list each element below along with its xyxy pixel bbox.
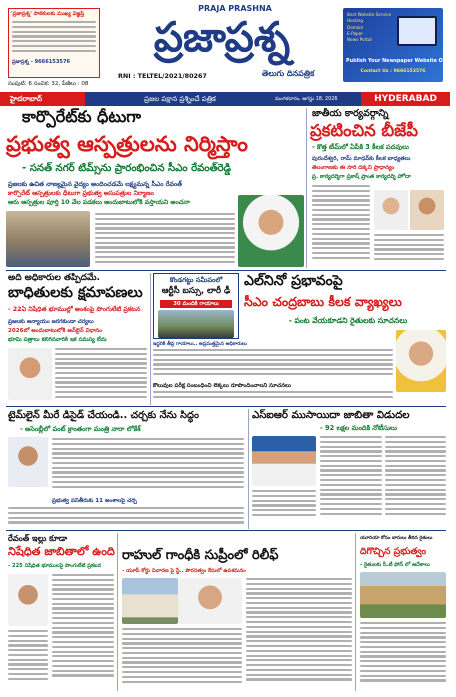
rahul-photo <box>178 578 242 624</box>
rni-number: RNI : TELTEL/2021/80267 <box>118 72 207 80</box>
revanth-body-2 <box>8 630 48 686</box>
lokesh-body <box>52 438 244 494</box>
revanth-kicker: రేవంత్ ఇల్లు కూడా <box>8 533 68 543</box>
column-divider <box>248 409 249 529</box>
bjp-headline: ప్రకటించిన బీజేపీ <box>310 121 418 140</box>
bjp-bullet: పురందేశ్వరి, రామ్ మాధవ్‌కు కీలక బాధ్యతలు <box>312 156 411 162</box>
victims-bullets <box>8 318 148 345</box>
lokesh-photo <box>8 437 48 487</box>
notice-phone: ప్రజాప్రశ్న - 9666153576 <box>12 59 71 65</box>
sir-headline: ఎస్ఐఆర్ ముసాయిదా జాబితా విడుదల <box>252 410 410 421</box>
victims-kicker: అది అధికారుల తప్పిదమే. <box>8 273 100 283</box>
ad-item: Hosting <box>347 18 364 24</box>
cbn-kicker: ఎల్‌నినో ప్రభావంపై <box>244 273 343 289</box>
bjp-body <box>312 185 370 267</box>
bjp-photo-leader <box>410 190 444 230</box>
web-ad-contact: Contact Us : 9666153576 <box>360 69 426 74</box>
column-divider <box>117 533 118 691</box>
masthead-subtitle: తెలుగు దినపత్రిక <box>262 69 315 78</box>
revanth-headline: నిషేధిత జాబితాలో ఉంది <box>8 545 115 558</box>
lokesh-body-2 <box>8 507 244 527</box>
column-divider <box>306 108 307 268</box>
web-ad-title: Publish Your Newspaper Website Online <box>346 58 456 64</box>
rahul-photo-court <box>122 578 178 624</box>
masthead-top-label: PRAJA PRASHNA <box>198 4 272 13</box>
bus-photo <box>158 310 234 338</box>
notice-body <box>9 20 99 58</box>
lead-body <box>95 213 235 267</box>
band-city: హైదరాబాద్ <box>0 92 85 106</box>
lead-subhead: - సనత్ నగర్ టిమ్స్‌ను ప్రారంభించిన సీఎం రేవంత్‌రెడ్డి <box>22 163 232 174</box>
lokesh-bullet: ప్రభుత్వ పనితీరుకు 11 అంశాలపై చర్చ <box>52 498 137 504</box>
sir-sub: - 92 లక్షల మందికి నోటీసులు <box>320 424 397 432</box>
band-edition: HYDERABAD <box>361 92 450 106</box>
bus-box-line2: ఆర్టీసీ బస్సు, లారీ ఢీ <box>161 286 231 296</box>
victims-bullet: ప్రజలకు అన్యాయం జరగకుండా చర్యలు <box>8 319 94 325</box>
farmers-body <box>360 622 446 686</box>
cbn-note: ఇద్దరికి తీవ్ర గాయాలు.. అప్రమత్తమైన అధికారులు <box>153 341 247 347</box>
sir-photo <box>252 436 316 486</box>
bjp-bullet: ప్ర. కార్యదర్శిగా ప్రకాష్ ప్రాంత కార్యదర్శి హోదా <box>312 174 411 180</box>
cbn-caption: కొలువుల పరీక్ష సంబంధించి లెక్కలు రూపొందించాలని సూచనలు <box>153 383 291 389</box>
sir-body-2 <box>385 436 446 526</box>
victims-sub: - 22ఏ నిషేధిత భూముల్లో అంశంపై పొంగులేటి ప్రకటన <box>8 306 141 313</box>
web-ad-list <box>347 12 393 43</box>
band-date: మంగళవారం, ఆగస్టు 18, 2026 <box>275 92 361 106</box>
lead-bullet: ప్రజలకు ఉచిత నాణ్యమైన వైద్యం అందించడమే లక్ష్యమన్న సీఎం రేవంత్ <box>8 181 183 188</box>
bjp-sub: - కొత్త టీమ్‌లో ఏపీకి 3 కీలక పదవులు <box>312 143 409 151</box>
ad-item: Domain <box>347 24 364 30</box>
bjp-body-2 <box>374 234 444 267</box>
revanth-photo <box>8 574 48 626</box>
cbn-headline: సీఎం చంద్రబాబు కీలక వ్యాఖ్యలు <box>244 294 402 309</box>
bus-box <box>153 273 239 339</box>
section-divider <box>6 406 446 407</box>
lead-photo-ceremony <box>6 211 90 267</box>
farmers-kicker: యూరియా కోసం బారులు తీరిన రైతులు <box>360 536 433 541</box>
revanth-body <box>52 574 114 686</box>
bjp-kicker: జాతీయ కార్యవర్గాన్ని <box>312 108 389 119</box>
victims-body <box>55 348 147 402</box>
ad-item: Best Website Service <box>347 12 392 17</box>
victims-bullet: భూమి పత్రాలు కలిగినవారికి ఇక సమస్య లేదు <box>8 337 107 343</box>
section-divider <box>6 530 446 531</box>
bjp-bullet: తెలంగాణకు ఈ సారి దక్కని ప్రాధాన్యం <box>312 165 395 171</box>
farmers-sub: - రైతులకు సీ.టీ ఫోన్ లో ఆదేశాలు <box>360 562 430 568</box>
column-divider <box>150 273 151 405</box>
victims-photo <box>8 348 52 400</box>
notice-box <box>8 8 100 78</box>
lead-bullet: ఆరు ఆస్పత్రుల పూర్తి 10 వేల పడకలు అందుబాటులోకి వస్తాయని అంచనా <box>8 199 190 206</box>
web-ad[interactable] <box>343 8 456 82</box>
bus-box-line1: కొండగట్టు సమీపంలో <box>169 276 223 284</box>
lead-photo-cm <box>238 195 304 267</box>
issue-info: సంపుటి: 6 సంచిక: 32, పేజీలు : 08 <box>8 81 89 87</box>
section-divider <box>6 270 446 271</box>
lead-headline: ప్రభుత్వ ఆస్పత్రులను నిర్మిస్తాం <box>6 132 248 156</box>
bjp-photo-leader <box>374 190 408 230</box>
sir-body <box>320 436 382 526</box>
lead-kicker: కార్పొరేట్‌కు ధీటుగా <box>22 107 141 126</box>
victims-headline: బాధితులకు క్షమాపణలు <box>8 285 143 301</box>
column-divider <box>355 533 356 691</box>
laptop-icon <box>397 16 437 46</box>
bus-box-tag: 30 మందికి గాయాలు <box>160 300 232 308</box>
cbn-photo <box>396 330 446 392</box>
revanth-sub: - 225 నిషేధిత భూములపై పొంగులేటి ప్రకటన <box>8 563 102 569</box>
lead-bullet: కార్పొరేట్ ఆస్పత్రులకు ధీటుగా ప్రభుత్వ ఆసుపత్రుల నిర్మాణం <box>8 190 154 197</box>
masthead-logo: ప్రజాప్రశ్న <box>153 13 291 61</box>
rahul-body <box>122 628 242 686</box>
ad-item: News Portal <box>347 37 372 43</box>
masthead <box>0 0 456 92</box>
victims-bullet: 2026లో అందుబాటులోకి ఆన్‌లైన్ విధానం <box>8 328 102 334</box>
cbn-body-2 <box>153 391 393 403</box>
farmers-photo <box>360 572 446 618</box>
rahul-sub: - యూపీ కోర్టు విచారణ పై స్టే.. పౌరసత్వం కేసులో ఉపశమనం <box>122 568 246 574</box>
band-slogan: ప్రజల పక్షాన ప్రశ్నించే పత్రిక <box>85 92 275 106</box>
ad-item: E-Paper <box>347 30 364 36</box>
lokesh-headline: టైమ్‌లైన్ మీరే డిసైడ్ చేయండి.. చర్చకు నేను సిద్ధం <box>8 410 199 421</box>
notice-title: 'ప్రజాప్రశ్న' పాఠకులకు ముఖ్య విజ్ఞప్తి <box>11 11 85 17</box>
bjp-bullets <box>312 155 446 182</box>
lokesh-sub: - అసెంబ్లీలో పంట్ క్రాంతంగా మంత్రి నారా లోకేశ్ <box>20 425 141 433</box>
masthead-band <box>0 92 450 106</box>
cbn-sub: - పంట వేయకూడని రైతులకు సూచనలు <box>288 316 408 325</box>
rahul-headline: రాహుల్ గాంధీకి సుప్రీంలో రిలీఫ్ <box>122 548 279 563</box>
cbn-body <box>153 349 393 379</box>
farmers-headline: దిగొచ్చిన ప్రభుత్వం <box>360 546 427 557</box>
rahul-body-2 <box>246 578 352 686</box>
sir-body-3 <box>252 490 316 526</box>
